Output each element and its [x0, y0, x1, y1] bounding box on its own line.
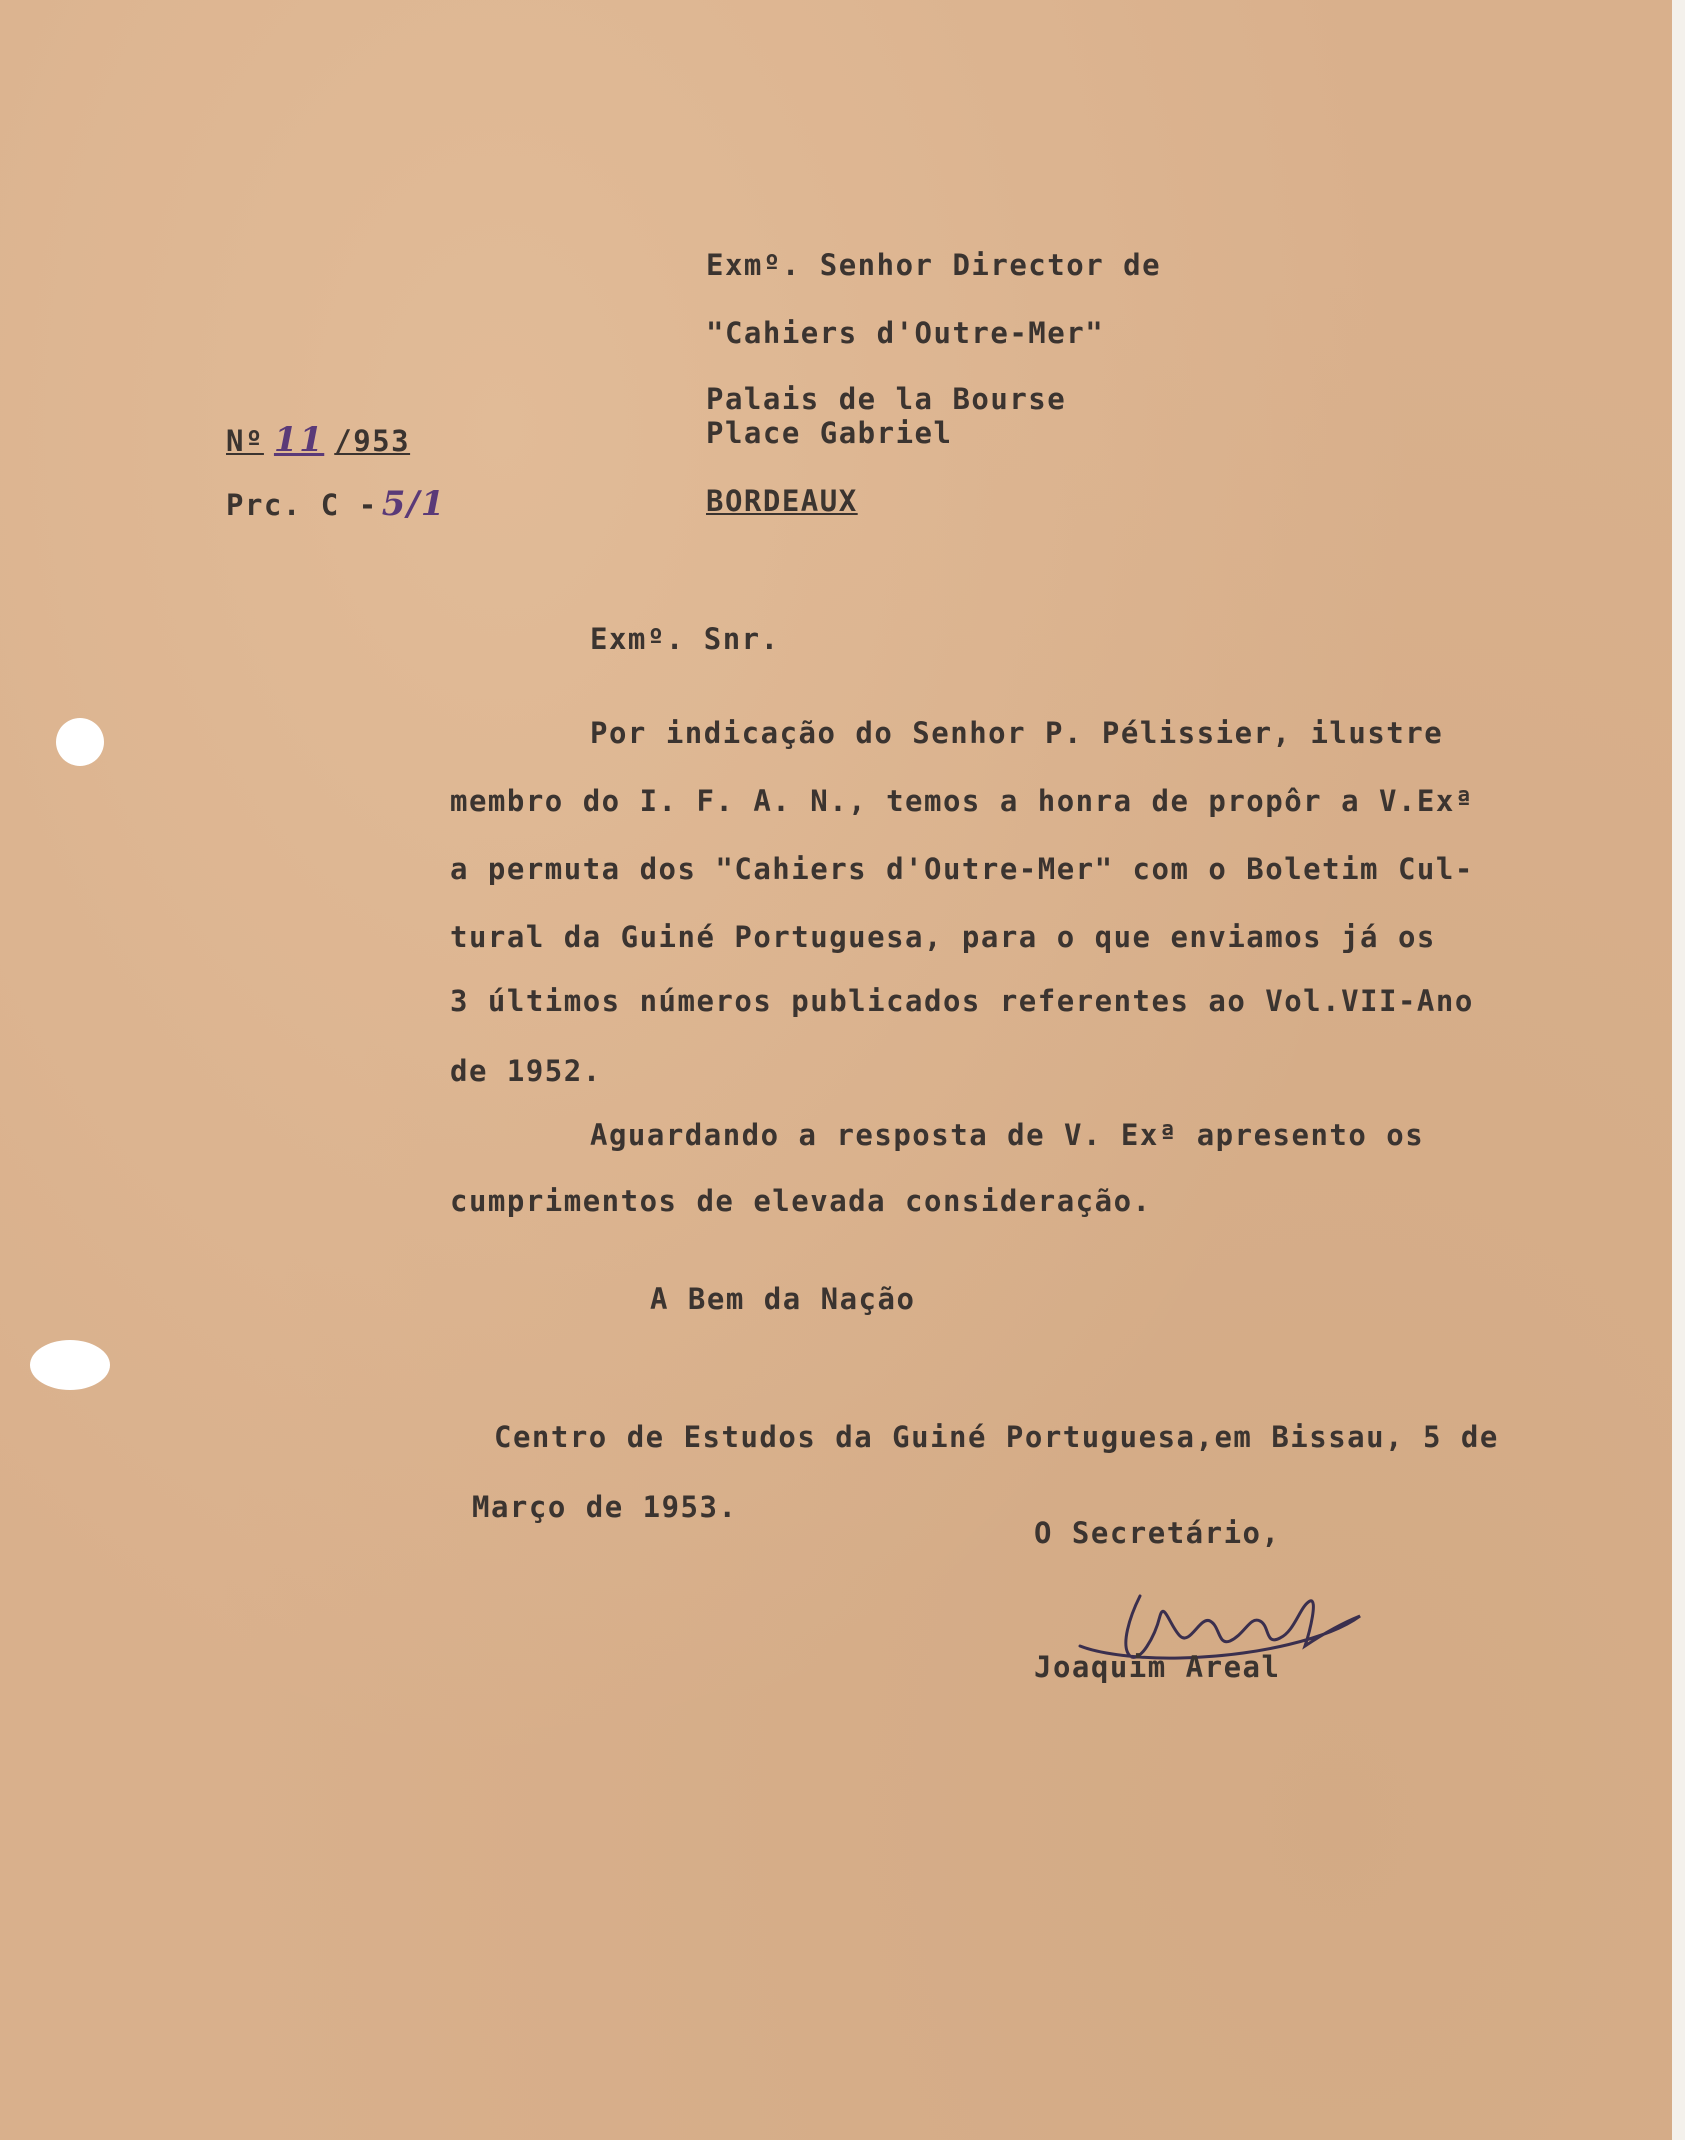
body-p1-line-4: tural da Guiné Portuguesa, para o que enviamos já os	[450, 920, 1436, 954]
place-date-line-2: Março de 1953.	[472, 1490, 738, 1524]
body-p1-line-1: Por indicação do Senhor P. Pélissier, ilustre	[590, 716, 1444, 750]
punch-hole-bottom	[30, 1340, 110, 1390]
signatory-title: O Secretário,	[1034, 1516, 1281, 1550]
recipient-line-2: "Cahiers d'Outre-Mer"	[706, 316, 1105, 350]
recipient-city: BORDEAUX	[706, 484, 858, 518]
body-p1-line-2: membro do I. F. A. N., temos a honra de propôr a V.Exª	[450, 784, 1474, 818]
salutation: Exmº. Snr.	[590, 622, 780, 656]
recipient-line-3: Palais de la Bourse	[706, 382, 1067, 416]
place-date-line-1: Centro de Estudos da Guiné Portuguesa,em Bissau, 5 de	[494, 1420, 1499, 1454]
body-p1-line-6: de 1952.	[450, 1054, 602, 1088]
body-p1-line-5: 3 últimos números publicados referentes ao Vol.VII-Ano	[450, 984, 1474, 1018]
closing-formula: A Bem da Nação	[650, 1282, 916, 1316]
page-edge	[1672, 0, 1685, 2140]
reference-number-value: 11	[273, 420, 325, 460]
reference-process-value: 5/1	[381, 484, 446, 524]
signatory-name: Joaquim Areal	[1034, 1650, 1281, 1684]
reference-process-label: Prc. C -	[226, 488, 378, 522]
body-p1-line-3: a permuta dos "Cahiers d'Outre-Mer" com o Boletim Cul-	[450, 852, 1474, 886]
recipient-line-1: Exmº. Senhor Director de	[706, 248, 1162, 282]
recipient-line-4: Place Gabriel	[706, 416, 953, 450]
reference-number-label: Nº	[226, 424, 264, 458]
punch-hole-top	[56, 718, 104, 766]
reference-number-year: /953	[334, 424, 411, 458]
reference-number	[226, 420, 410, 460]
body-p2-line-2: cumprimentos de elevada consideração.	[450, 1184, 1152, 1218]
reference-process	[226, 484, 446, 524]
body-p2-line-1: Aguardando a resposta de V. Exª apresento os	[590, 1118, 1425, 1152]
